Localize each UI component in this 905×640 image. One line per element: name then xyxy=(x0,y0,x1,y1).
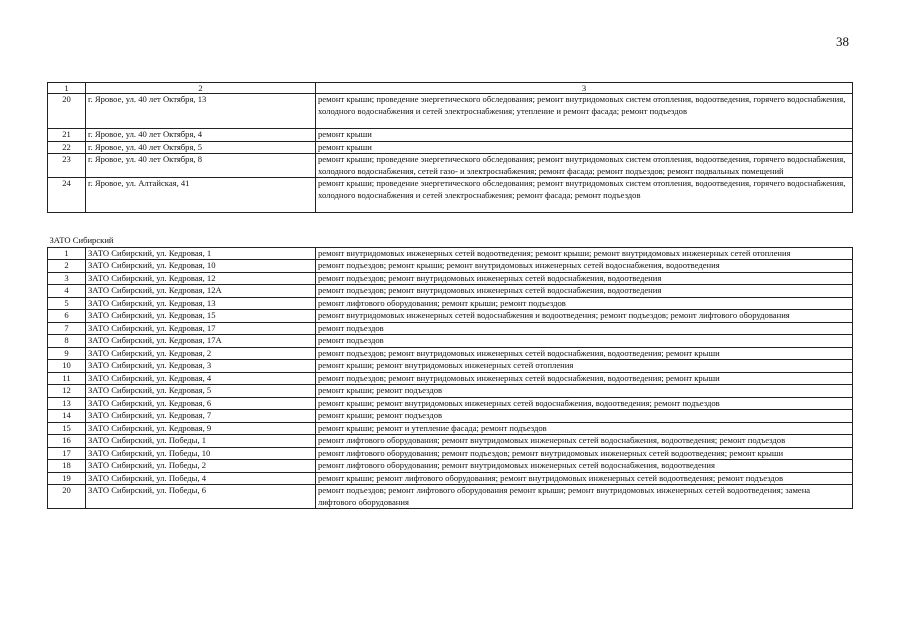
row-works: ремонт крыши; проведение энергетического обследования; ремонт внутридомовых систем отопления, водоотведения, горячего водоснабжения, холодного водоснабжения и сетей электроснабжения; утепление и ремонт фасада; ремонт подъездов xyxy=(316,94,853,129)
table-row xyxy=(48,129,853,142)
table-row xyxy=(48,460,853,473)
section-row xyxy=(48,213,853,248)
header-col-2: 2 xyxy=(86,83,316,94)
row-address: ЗАТО Сибирский, ул. Кедровая, 6 xyxy=(86,397,316,410)
row-address: ЗАТО Сибирский, ул. Кедровая, 7 xyxy=(86,410,316,423)
table-row xyxy=(48,472,853,485)
table-body xyxy=(48,83,853,509)
row-works: ремонт лифтового оборудования; ремонт подъездов; ремонт внутридомовых инженерных сетей водоотведения; ремонт крыши xyxy=(316,447,853,460)
row-works: ремонт внутридомовых инженерных сетей водоснабжения и водоотведения; ремонт подъездов; ремонт лифтового оборудования xyxy=(316,310,853,323)
row-works: ремонт подъездов; ремонт крыши; ремонт внутридомовых инженерных сетей водоснабжения, водоотведения xyxy=(316,260,853,273)
table-row xyxy=(48,141,853,154)
table-row xyxy=(48,435,853,448)
header-col-3: 3 xyxy=(316,83,853,94)
row-address: ЗАТО Сибирский, ул. Кедровая, 12 xyxy=(86,272,316,285)
header-col-1: 1 xyxy=(48,83,86,94)
row-address: г. Яровое, ул. 40 лет Октября, 13 xyxy=(86,94,316,129)
table-row xyxy=(48,422,853,435)
row-address: ЗАТО Сибирский, ул. Кедровая, 9 xyxy=(86,422,316,435)
row-number: 17 xyxy=(48,447,86,460)
row-address: г. Яровое, ул. 40 лет Октября, 8 xyxy=(86,154,316,178)
row-works: ремонт крыши xyxy=(316,129,853,142)
row-works: ремонт лифтового оборудования; ремонт внутридомовых инженерных сетей водоснабжения, водоотведения xyxy=(316,460,853,473)
row-works: ремонт крыши xyxy=(316,141,853,154)
row-works: ремонт крыши; ремонт и утепление фасада; ремонт подъездов xyxy=(316,422,853,435)
row-address: ЗАТО Сибирский, ул. Кедровая, 15 xyxy=(86,310,316,323)
page-number: 38 xyxy=(836,34,849,49)
table-row xyxy=(48,485,853,509)
row-number: 5 xyxy=(48,297,86,310)
row-number: 1 xyxy=(48,247,86,260)
row-works: ремонт лифтового оборудования; ремонт крыши; ремонт подъездов xyxy=(316,297,853,310)
row-address: ЗАТО Сибирский, ул. Победы, 2 xyxy=(86,460,316,473)
table-row xyxy=(48,322,853,335)
header-row xyxy=(48,83,853,94)
row-address: г. Яровое, ул. 40 лет Октября, 5 xyxy=(86,141,316,154)
row-number: 20 xyxy=(48,485,86,509)
row-address: г. Яровое, ул. 40 лет Октября, 4 xyxy=(86,129,316,142)
row-number: 24 xyxy=(48,178,86,213)
row-number: 2 xyxy=(48,260,86,273)
row-number: 7 xyxy=(48,322,86,335)
row-works: ремонт подъездов; ремонт лифтового оборудования ремонт крыши; ремонт внутридомовых инженерных сетей водоотведения; замена лифтового оборудования xyxy=(316,485,853,509)
table-row xyxy=(48,154,853,178)
row-address: ЗАТО Сибирский, ул. Кедровая, 17 xyxy=(86,322,316,335)
row-address: ЗАТО Сибирский, ул. Победы, 1 xyxy=(86,435,316,448)
row-address: ЗАТО Сибирский, ул. Победы, 6 xyxy=(86,485,316,509)
row-works: ремонт крыши; ремонт внутридомовых инженерных сетей водоснабжения, водоотведения; ремонт подъездов xyxy=(316,397,853,410)
row-number: 14 xyxy=(48,410,86,423)
row-address: г. Яровое, ул. Алтайская, 41 xyxy=(86,178,316,213)
row-works: ремонт крыши; ремонт подъездов xyxy=(316,410,853,423)
table-row xyxy=(48,178,853,213)
table-row xyxy=(48,310,853,323)
row-number: 10 xyxy=(48,360,86,373)
table-row xyxy=(48,385,853,398)
row-number: 20 xyxy=(48,94,86,129)
row-address: ЗАТО Сибирский, ул. Кедровая, 2 xyxy=(86,347,316,360)
row-address: ЗАТО Сибирский, ул. Кедровая, 10 xyxy=(86,260,316,273)
table-row xyxy=(48,360,853,373)
table-row xyxy=(48,447,853,460)
row-address: ЗАТО Сибирский, ул. Кедровая, 3 xyxy=(86,360,316,373)
row-address: ЗАТО Сибирский, ул. Кедровая, 1 xyxy=(86,247,316,260)
row-number: 13 xyxy=(48,397,86,410)
table-row xyxy=(48,285,853,298)
row-number: 21 xyxy=(48,129,86,142)
row-number: 18 xyxy=(48,460,86,473)
row-address: ЗАТО Сибирский, ул. Кедровая, 13 xyxy=(86,297,316,310)
table-row xyxy=(48,410,853,423)
row-number: 22 xyxy=(48,141,86,154)
row-number: 12 xyxy=(48,385,86,398)
row-number: 3 xyxy=(48,272,86,285)
repair-works-table xyxy=(47,82,853,509)
row-address: ЗАТО Сибирский, ул. Кедровая, 5 xyxy=(86,385,316,398)
table-row xyxy=(48,260,853,273)
row-works: ремонт подъездов; ремонт внутридомовых инженерных сетей водоснабжения, водоотведения xyxy=(316,285,853,298)
row-works: ремонт крыши; ремонт лифтового оборудования; ремонт внутридомовых инженерных сетей водоотведения; ремонт подъездов xyxy=(316,472,853,485)
section-title: ЗАТО Сибирский xyxy=(48,213,853,248)
table-row xyxy=(48,372,853,385)
row-works: ремонт подъездов xyxy=(316,335,853,348)
table-row xyxy=(48,297,853,310)
row-works: ремонт лифтового оборудования; ремонт внутридомовых инженерных сетей водоснабжения, водоотведения; ремонт подъездов xyxy=(316,435,853,448)
row-number: 9 xyxy=(48,347,86,360)
row-number: 19 xyxy=(48,472,86,485)
row-number: 6 xyxy=(48,310,86,323)
row-works: ремонт подъездов; ремонт внутридомовых инженерных сетей водоснабжения, водоотведения; ремонт крыши xyxy=(316,372,853,385)
row-address: ЗАТО Сибирский, ул. Кедровая, 17А xyxy=(86,335,316,348)
row-works: ремонт крыши; ремонт внутридомовых инженерных сетей отопления xyxy=(316,360,853,373)
row-number: 16 xyxy=(48,435,86,448)
row-works: ремонт подъездов; ремонт внутридомовых инженерных сетей водоснабжения, водоотведения; ремонт крыши xyxy=(316,347,853,360)
row-number: 23 xyxy=(48,154,86,178)
table-row xyxy=(48,247,853,260)
row-works: ремонт подъездов xyxy=(316,322,853,335)
row-number: 15 xyxy=(48,422,86,435)
row-number: 4 xyxy=(48,285,86,298)
row-works: ремонт подъездов; ремонт внутридомовых инженерных сетей водоснабжения, водоотведения xyxy=(316,272,853,285)
table-row xyxy=(48,347,853,360)
table-row xyxy=(48,272,853,285)
table-row xyxy=(48,94,853,129)
row-works: ремонт крыши; ремонт подъездов xyxy=(316,385,853,398)
row-works: ремонт крыши; проведение энергетического обследования; ремонт внутридомовых систем отопления, водоотведения, горячего водоснабжения, холодного водоснабжения, сетей газо- и электроснабжения; ремонт фасада; ремонт подъездов; ремонт подвальных помещений xyxy=(316,154,853,178)
row-address: ЗАТО Сибирский, ул. Победы, 4 xyxy=(86,472,316,485)
row-number: 8 xyxy=(48,335,86,348)
row-number: 11 xyxy=(48,372,86,385)
row-works: ремонт крыши; проведение энергетического обследования; ремонт внутридомовых систем отопления, водоотведения, горячего водоснабжения, холодного водоснабжения и сетей электроснабжения; ремонт фасада; ремонт подъездов xyxy=(316,178,853,213)
row-address: ЗАТО Сибирский, ул. Победы, 10 xyxy=(86,447,316,460)
row-address: ЗАТО Сибирский, ул. Кедровая, 4 xyxy=(86,372,316,385)
table-row xyxy=(48,397,853,410)
table-row xyxy=(48,335,853,348)
row-address: ЗАТО Сибирский, ул. Кедровая, 12А xyxy=(86,285,316,298)
row-works: ремонт внутридомовых инженерных сетей водоотведения; ремонт крыши; ремонт внутридомовых инженерных сетей отопления xyxy=(316,247,853,260)
